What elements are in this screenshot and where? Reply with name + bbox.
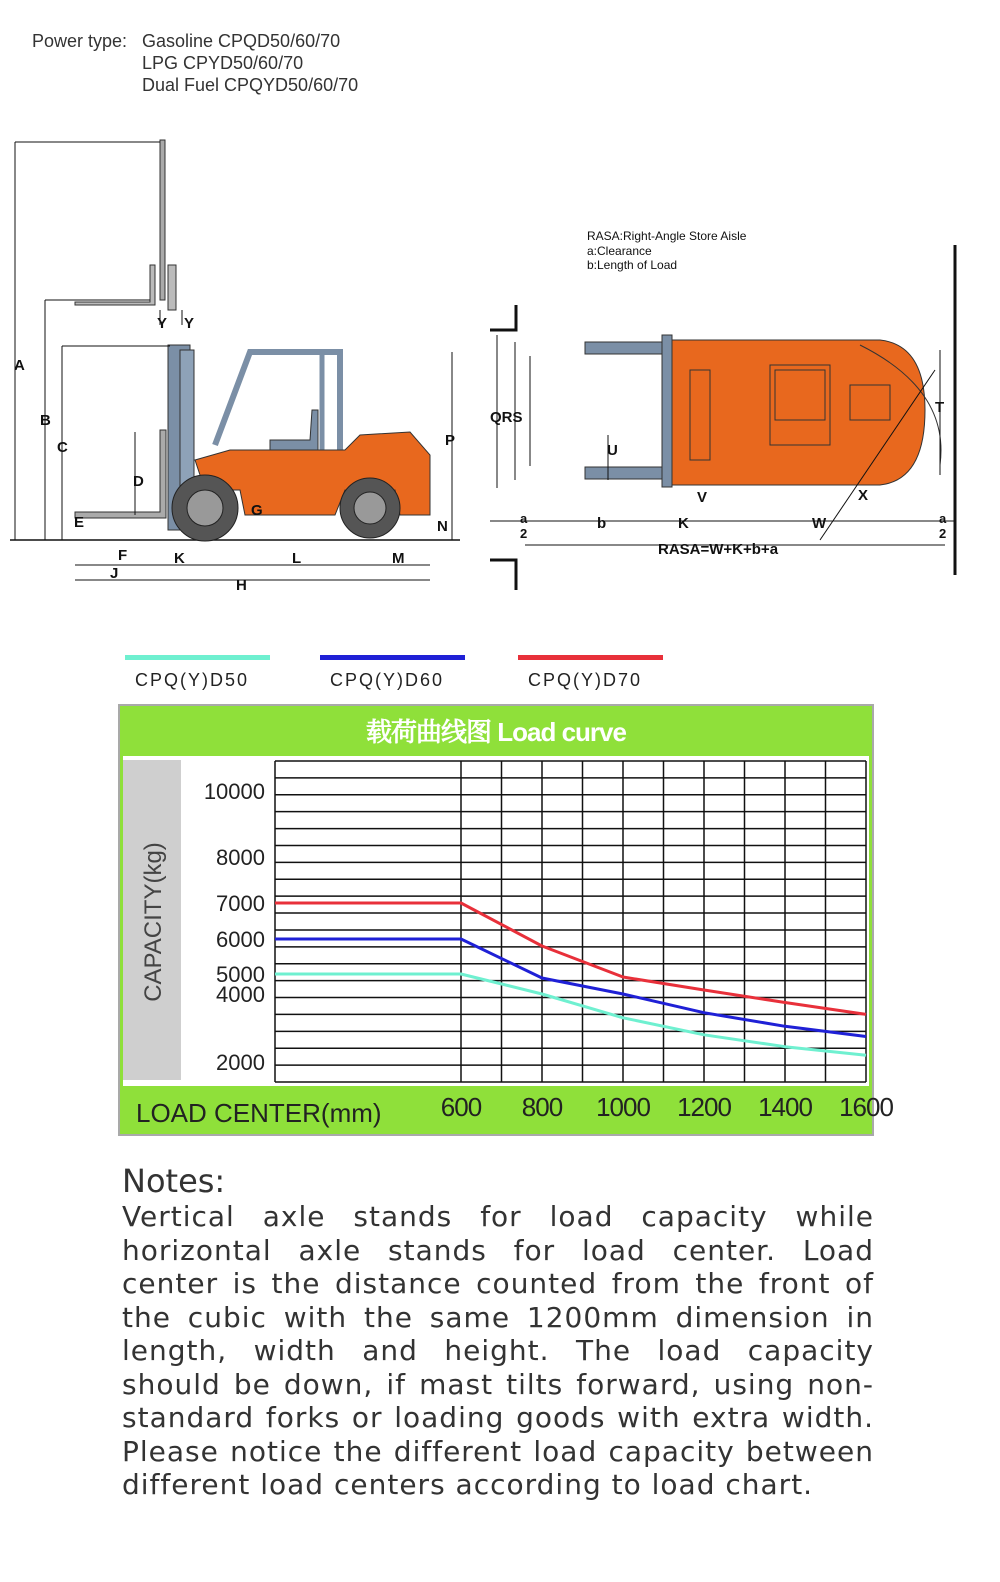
svg-text:a: a: [939, 511, 947, 526]
rasa-formula: RASA=W+K+b+a: [658, 541, 779, 558]
svg-text:X: X: [858, 487, 869, 504]
x-axis-label: LOAD CENTER(mm): [136, 1098, 382, 1128]
svg-text:a: a: [520, 511, 528, 526]
load-curve-chart: [118, 704, 893, 1136]
y-tick-label: 2000: [216, 1050, 265, 1075]
legend-item-d50: [125, 655, 270, 691]
x-tick-label: 1000: [596, 1092, 650, 1122]
svg-text:W: W: [812, 515, 827, 532]
legend-item-d70: [518, 655, 663, 691]
svg-text:QRS: QRS: [490, 409, 523, 426]
x-tick-label: 1600: [839, 1092, 893, 1122]
y-tick-label: 6000: [216, 927, 265, 952]
x-tick-label: 800: [521, 1092, 563, 1122]
x-tick-label: 1400: [758, 1092, 812, 1122]
chart-title: 载荷曲线图 Load curve: [366, 717, 626, 747]
y-tick-label: 5000: [216, 962, 265, 987]
svg-text:2: 2: [520, 526, 528, 541]
legend-swatch: [125, 655, 270, 660]
svg-text:C: C: [57, 439, 68, 456]
svg-text:G: G: [251, 502, 263, 519]
power-type-lines: [142, 30, 542, 96]
svg-text:H: H: [236, 577, 247, 594]
svg-text:J: J: [110, 565, 119, 582]
power-type-line: LPG CPYD50/60/70: [142, 53, 304, 73]
legend-label: CPQ(Y)D50: [135, 670, 250, 690]
forklift-side-view: [10, 140, 460, 594]
y-tick-label: 8000: [216, 845, 265, 870]
legend-label: CPQ(Y)D70: [528, 670, 643, 690]
svg-text:T: T: [935, 399, 945, 416]
notes-text: Vertical axle stands for load capacity while horizontal axle stands for load center. Load center is the distance counted from the front of the cubic with the same 1200mm dimension in length, width and height. The load capacity should be down, if mast tilts forward, using non-standard forks or loading goods with extra width. Please notice the different load capacity between different load centers according to load chart.: [122, 1200, 874, 1501]
svg-text:B: B: [40, 412, 51, 429]
power-type-line: Gasoline CPQD50/60/70: [142, 31, 341, 51]
legend-label: CPQ(Y)D60: [330, 670, 445, 690]
svg-text:F: F: [118, 547, 128, 564]
svg-text:Y: Y: [157, 315, 168, 332]
svg-text:E: E: [74, 514, 85, 531]
legend-item-d60: [320, 655, 465, 691]
y-tick-label: 10000: [203, 779, 265, 804]
power-type-line: Dual Fuel CPQYD50/60/70: [142, 75, 359, 95]
svg-text:K: K: [678, 515, 689, 532]
legend-swatch: [518, 655, 663, 660]
svg-text:N: N: [437, 518, 448, 535]
svg-text:U: U: [607, 442, 618, 459]
svg-text:A: A: [14, 357, 25, 374]
x-tick-label: 600: [440, 1092, 482, 1122]
svg-text:V: V: [697, 489, 708, 506]
svg-text:Y: Y: [184, 315, 195, 332]
forklift-technical-drawings: [0, 120, 1000, 600]
y-tick-label: 7000: [216, 891, 265, 916]
y-tick-label: 4000: [216, 982, 265, 1007]
notes-block: [122, 1162, 874, 1502]
svg-text:M: M: [392, 550, 405, 567]
x-tick-label: 1200: [677, 1092, 731, 1122]
rasa-line: RASA:Right-Angle Store Aisle: [587, 229, 747, 243]
notes-title: Notes:: [122, 1162, 226, 1200]
y-axis-label: CAPACITY(kg): [140, 842, 167, 1002]
svg-text:P: P: [445, 432, 456, 449]
rasa-line: b:Length of Load: [587, 258, 678, 272]
svg-text:D: D: [133, 473, 144, 490]
forklift-top-view: [490, 229, 955, 590]
svg-text:2: 2: [939, 526, 947, 541]
svg-text:L: L: [292, 550, 302, 567]
svg-text:K: K: [174, 550, 185, 567]
power-type-label: Power type:: [32, 31, 128, 51]
rasa-line: a:Clearance: [587, 244, 652, 258]
legend-swatch: [320, 655, 465, 660]
svg-text:b: b: [597, 515, 607, 532]
